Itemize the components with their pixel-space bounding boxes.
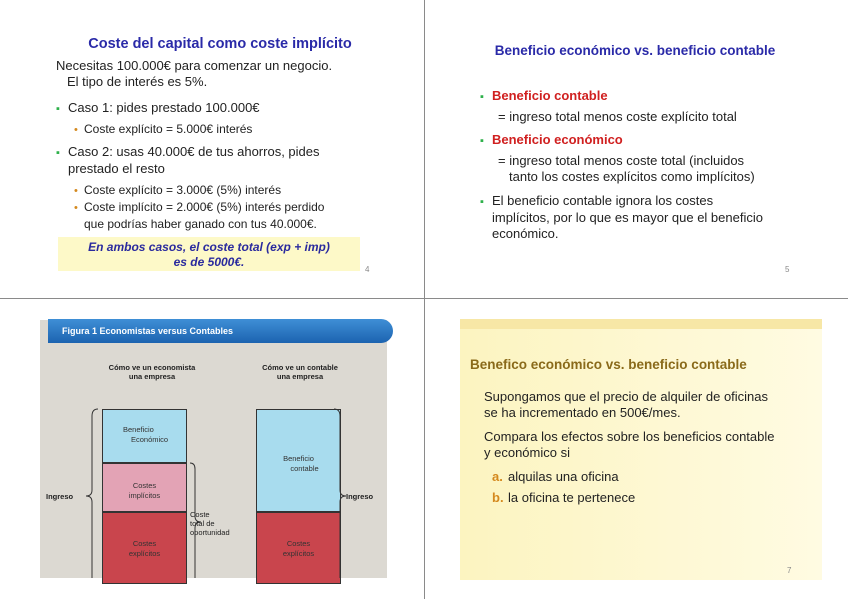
slide-top-band bbox=[460, 319, 822, 329]
figure-title: Figura 1 Economistas versus Contables bbox=[48, 319, 393, 343]
paragraph-line: se ha incrementado en 500€/mes. bbox=[484, 405, 681, 420]
item-title: Beneficio económico bbox=[492, 132, 623, 147]
block-label: Costes bbox=[132, 539, 157, 548]
paragraph-1 bbox=[484, 389, 768, 421]
block-label: contable bbox=[290, 464, 319, 473]
option-marker: b. bbox=[492, 490, 504, 505]
bullet-icon: ▪ bbox=[480, 91, 484, 103]
brace-graphics bbox=[40, 320, 387, 578]
revenue-label-right: Ingreso bbox=[346, 492, 374, 501]
bullet-icon: ▪ bbox=[480, 135, 484, 147]
slide-title: Coste del capital como coste implícito bbox=[88, 36, 352, 52]
item-accounting-profit bbox=[480, 88, 608, 105]
paragraph-2 bbox=[484, 429, 775, 461]
slide-figure bbox=[0, 299, 424, 599]
sub-bullet-icon: • bbox=[74, 124, 78, 136]
page-number: 7 bbox=[787, 566, 792, 575]
definition-line: tanto los costes explícitos como implícitos) bbox=[509, 169, 755, 184]
conclusion-box bbox=[58, 237, 360, 271]
label-line: oportunidad bbox=[190, 528, 230, 537]
conclusion-text: es de 5000€. bbox=[173, 255, 245, 269]
slide-profit-comparison bbox=[425, 0, 848, 298]
sub-bullet-icon: • bbox=[74, 202, 78, 214]
option-b bbox=[492, 490, 635, 506]
slide-title: Benefico económico vs. beneficio contable bbox=[470, 357, 747, 372]
case1-sub-text: Coste explícito = 5.000€ interés bbox=[84, 122, 253, 136]
block-label: Costes bbox=[286, 539, 311, 548]
block-label: Beneficio bbox=[123, 425, 154, 434]
slide-capital-cost bbox=[0, 0, 424, 298]
heading-line: Cómo ve un contable bbox=[262, 363, 338, 372]
item-definition: = ingreso total menos coste explícito total bbox=[498, 109, 737, 124]
definition-line: = ingreso total menos coste total (incluidos bbox=[498, 153, 745, 168]
case2-sub2-item bbox=[74, 199, 324, 232]
item-title: Beneficio contable bbox=[492, 88, 608, 103]
note-line: implícitos, por lo que es mayor que el beneficio bbox=[492, 210, 763, 225]
paragraph-line: Supongamos que el precio de alquiler de oficinas bbox=[484, 389, 769, 404]
conclusion-text: En ambos casos, el coste total (exp + imp) bbox=[88, 240, 330, 254]
case1-item bbox=[56, 100, 260, 117]
case2-sub1-text: Coste explícito = 3.000€ (5%) interés bbox=[84, 183, 282, 197]
item-definition bbox=[498, 153, 755, 185]
block-label: explícitos bbox=[282, 549, 315, 558]
slide-title: Beneficio económico vs. beneficio contable bbox=[494, 43, 776, 58]
option-text: alquilas una oficina bbox=[508, 469, 619, 484]
opportunity-cost-label bbox=[190, 510, 230, 537]
option-text: la oficina te pertenece bbox=[508, 490, 636, 505]
case1-sub-item bbox=[74, 121, 252, 138]
item-note bbox=[480, 193, 763, 242]
case1-text: Caso 1: pides prestado 100.000€ bbox=[68, 100, 260, 115]
bullet-icon: ▪ bbox=[56, 103, 60, 115]
intro-line: Necesitas 100.000€ para comenzar un negocio. bbox=[56, 58, 333, 73]
intro-text bbox=[56, 58, 332, 90]
case2-text: Caso 2: usas 40.000€ de tus ahorros, pides bbox=[68, 144, 320, 159]
option-marker: a. bbox=[492, 469, 503, 484]
slide-background bbox=[460, 319, 822, 580]
revenue-label-left: Ingreso bbox=[46, 492, 74, 501]
heading-line: Cómo ve un economista bbox=[108, 363, 196, 372]
paragraph-line: Compara los efectos sobre los beneficios contable bbox=[484, 429, 775, 444]
block-label: Costes bbox=[132, 481, 157, 490]
label-line: total de bbox=[190, 519, 215, 528]
case2-sub2-text: que podrías haber ganado con tus 40.000€. bbox=[84, 217, 317, 231]
page-number: 5 bbox=[785, 265, 790, 274]
item-economic-profit bbox=[480, 132, 623, 149]
heading-line: una empresa bbox=[276, 372, 324, 381]
note-line: económico. bbox=[492, 226, 559, 241]
right-revenue-brace bbox=[334, 409, 346, 578]
case2-text: prestado el resto bbox=[68, 161, 165, 176]
page-number: 4 bbox=[365, 265, 370, 274]
block-label: Económico bbox=[131, 435, 169, 444]
case2-item bbox=[56, 144, 320, 177]
option-a bbox=[492, 469, 619, 485]
bullet-icon: ▪ bbox=[56, 147, 60, 159]
block-label: Beneficio bbox=[283, 454, 314, 463]
note-line: El beneficio contable ignora los costes bbox=[492, 193, 714, 208]
block-label: implícitos bbox=[128, 491, 161, 500]
case2-sub1-item bbox=[74, 182, 281, 199]
heading-line: una empresa bbox=[128, 372, 176, 381]
label-line: Coste bbox=[190, 510, 210, 519]
paragraph-line: y económico si bbox=[484, 445, 570, 460]
left-revenue-brace bbox=[86, 409, 98, 578]
slide-exercise bbox=[425, 299, 848, 599]
sub-bullet-icon: • bbox=[74, 185, 78, 197]
case2-sub2-text: Coste implícito = 2.000€ (5%) interés perdido bbox=[84, 200, 325, 214]
bullet-icon: ▪ bbox=[480, 196, 484, 208]
figure-economists-vs-accountants bbox=[40, 320, 387, 578]
block-label: explícitos bbox=[128, 549, 161, 558]
intro-line: El tipo de interés es 5%. bbox=[67, 74, 208, 89]
